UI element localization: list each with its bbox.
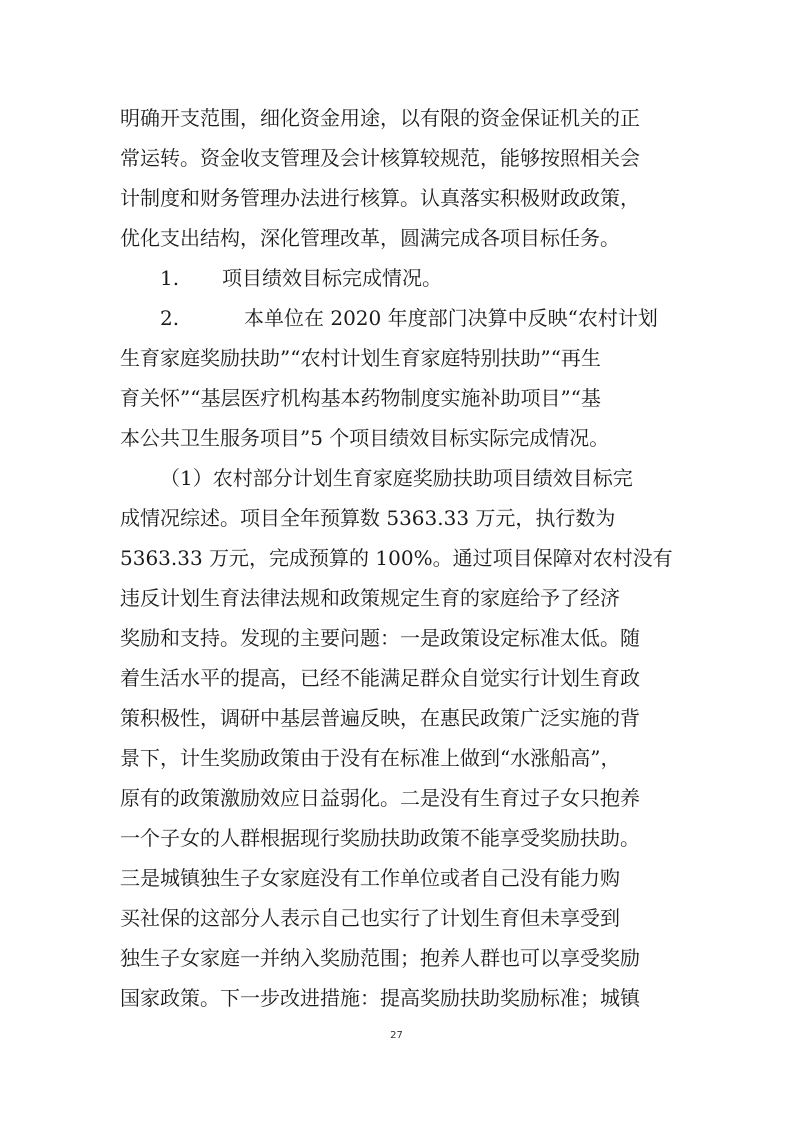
paragraph-line: 着生活水平的提高，已经不能满足群众自觉实行计划生育政 xyxy=(120,666,640,690)
paragraph-line: 本公共卫生服务项目”5 个项目绩效目标实际完成情况。 xyxy=(120,426,610,450)
paragraph-line: 5363.33 万元，完成预算的 100%。通过项目保障对农村没有 xyxy=(120,546,673,570)
list-item-number: 1. xyxy=(160,266,180,290)
list-item-text: 本单位在 2020 年度部门决算中反映“农村计划 xyxy=(244,306,658,330)
paragraph-line: 买社保的这部分人表示自己也实行了计划生育但未享受到 xyxy=(120,906,620,930)
paragraph-line: 一个子女的人群根据现行奖励扶助政策不能享受奖励扶助。 xyxy=(120,826,640,850)
list-item-1 xyxy=(160,258,680,298)
paragraph-line: 三是城镇独生子女家庭没有工作单位或者自己没有能力购 xyxy=(120,866,620,890)
list-item-number: 2. xyxy=(160,306,180,330)
paragraph-line: 常运转。资金收支管理及会计核算较规范，能够按照相关会 xyxy=(120,146,640,170)
page-number: 27 xyxy=(390,1030,403,1041)
paragraph-line: 生育家庭奖励扶助”“农村计划生育家庭特别扶助”“再生 xyxy=(120,346,601,370)
section-heading-line: （1）农村部分计划生育家庭奖励扶助项目绩效目标完 xyxy=(160,466,633,490)
paragraph-line: 育关怀”“基层医疗机构基本药物制度实施补助项目”“基 xyxy=(120,386,601,410)
list-item-2 xyxy=(160,298,680,338)
paragraph-line: 成情况综述。项目全年预算数 5363.33 万元，执行数为 xyxy=(120,506,616,530)
paragraph-line: 违反计划生育法律法规和政策规定生育的家庭给予了经济 xyxy=(120,586,620,610)
list-item-text: 项目绩效目标完成情况。 xyxy=(222,266,442,290)
paragraph-line: 景下，计生奖励政策由于没有在标准上做到“水涨船高”， xyxy=(120,746,621,770)
paragraph-line: 策积极性，调研中基层普遍反映，在惠民政策广泛实施的背 xyxy=(120,706,640,730)
paragraph-line: 计制度和财务管理办法进行核算。认真落实积极财政政策， xyxy=(120,186,640,210)
paragraph-line: 国家政策。下一步改进措施：提高奖励扶助奖励标准；城镇 xyxy=(120,986,640,1010)
paragraph-line: 明确开支范围，细化资金用途，以有限的资金保证机关的正 xyxy=(120,106,640,130)
paragraph-line: 独生子女家庭一并纳入奖励范围；抱养人群也可以享受奖励 xyxy=(120,946,640,970)
paragraph-line: 原有的政策激励效应日益弱化。二是没有生育过子女只抱养 xyxy=(120,786,640,810)
paragraph-line: 奖励和支持。发现的主要问题：一是政策设定标准太低。随 xyxy=(120,626,640,650)
paragraph-line: 优化支出结构，深化管理改革，圆满完成各项目标任务。 xyxy=(120,226,620,250)
